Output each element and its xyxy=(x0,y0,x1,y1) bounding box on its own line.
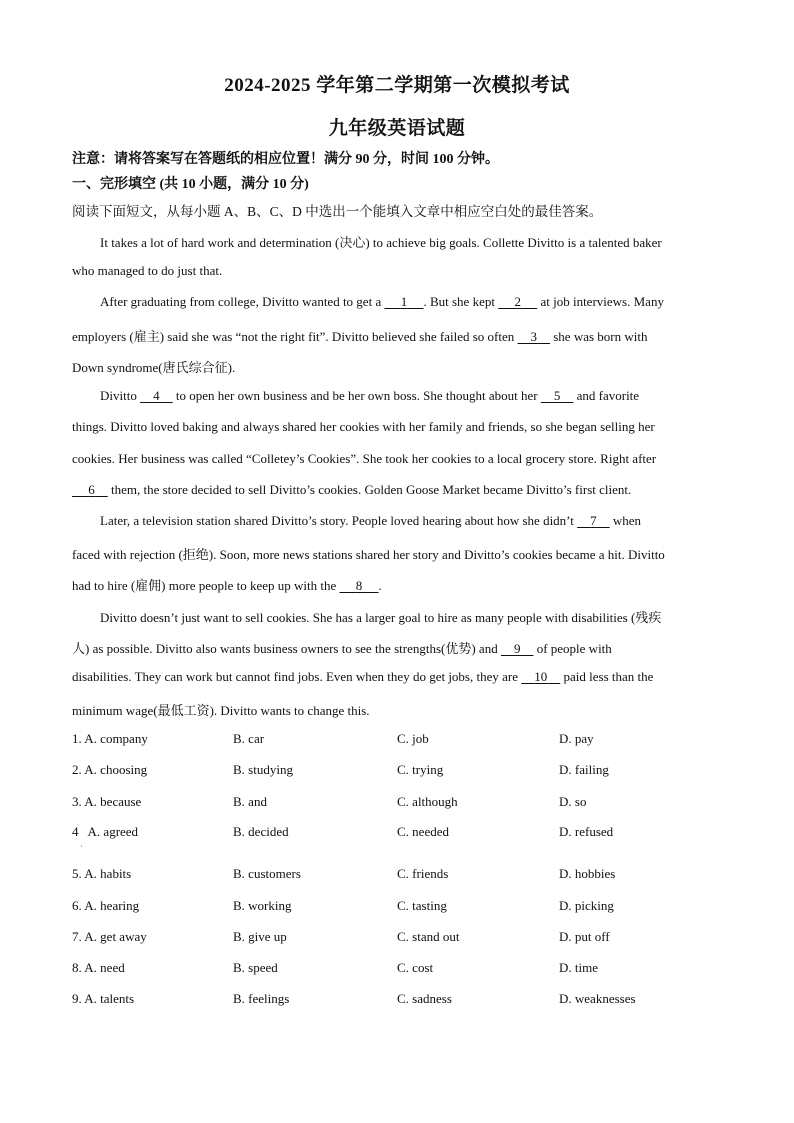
option-a[interactable]: 9. A. talents xyxy=(72,991,135,1006)
option-b[interactable]: B. working xyxy=(233,898,292,913)
passage-text: she was born with xyxy=(550,329,648,344)
blank-2[interactable]: 2 xyxy=(514,294,521,309)
passage-text: at job interviews. Many xyxy=(537,294,664,309)
passage-text: of people with xyxy=(533,641,612,656)
question-row xyxy=(72,762,724,782)
option-c[interactable]: C. job xyxy=(397,731,429,746)
passage-line: things. Divitto loved baking and always shared her cookies with her family and friends, so she began selling her xyxy=(72,419,655,434)
blank-3[interactable]: 3 xyxy=(530,329,537,344)
passage-line xyxy=(72,638,724,657)
passage-text: 人) as possible. Divitto also wants business owners to see the strengths(优势) and xyxy=(72,641,501,656)
stray-mark: · xyxy=(80,842,83,851)
passage-text: and favorite xyxy=(573,388,640,403)
blank-1[interactable]: 1 xyxy=(400,294,408,309)
question-row xyxy=(72,960,724,980)
passage-line xyxy=(100,513,724,529)
option-d[interactable]: D. pay xyxy=(559,731,594,746)
option-d[interactable]: D. so xyxy=(559,794,587,809)
passage-text: . But she kept xyxy=(423,294,499,309)
option-b[interactable]: B. studying xyxy=(233,762,293,777)
option-d[interactable]: D. hobbies xyxy=(559,866,616,881)
passage-text: when xyxy=(609,513,642,528)
option-d[interactable]: D. weaknesses xyxy=(559,991,636,1006)
passage-line xyxy=(72,669,724,685)
option-a[interactable]: 7. A. get away xyxy=(72,929,147,944)
exam-subtitle: 九年级英语试题 xyxy=(328,118,466,139)
passage-text: to open her own business and be her own boss. She thought about her xyxy=(172,388,541,403)
question-row xyxy=(72,898,724,918)
passage-text: had to hire (雇佣) more people to keep up with the xyxy=(72,578,340,593)
passage-line: Down syndrome(唐氏综合征). xyxy=(72,360,236,375)
passage-text: them, the store decided to sell Divitto’s cookies. Golden Goose Market became Divitto’s first client. xyxy=(107,482,632,497)
passage-text: After graduating from college, Divitto wanted to get a xyxy=(100,294,385,309)
option-c[interactable]: C. although xyxy=(397,794,458,809)
passage-line: minimum wage(最低工资). Divitto wants to change this. xyxy=(72,703,370,718)
passage-line xyxy=(72,482,724,498)
option-b[interactable]: B. and xyxy=(233,794,267,809)
section-heading: 一、完形填空 (共 10 小题，满分 10 分) xyxy=(72,177,309,192)
passage-line: who managed to do just that. xyxy=(72,263,223,278)
question-row xyxy=(72,824,724,844)
option-a[interactable]: 2. A. choosing xyxy=(72,762,148,777)
option-a[interactable]: 3. A. because xyxy=(72,794,142,809)
passage-text: Later, a television station shared Divitto’s story. People loved hearing about how she didn’t xyxy=(100,513,578,528)
option-b[interactable]: B. decided xyxy=(233,824,289,839)
option-b[interactable]: B. feelings xyxy=(233,991,290,1006)
option-a[interactable]: 4 A. agreed xyxy=(72,824,139,839)
option-d[interactable]: D. picking xyxy=(559,898,614,913)
passage-line xyxy=(100,388,724,404)
passage-text: . xyxy=(378,578,382,593)
option-c[interactable]: C. sadness xyxy=(397,991,452,1006)
option-d[interactable]: D. failing xyxy=(559,762,609,777)
option-b[interactable]: B. speed xyxy=(233,960,278,975)
option-d[interactable]: D. put off xyxy=(559,929,610,944)
option-a[interactable]: 8. A. need xyxy=(72,960,125,975)
option-d[interactable]: D. refused xyxy=(559,824,614,839)
question-row xyxy=(72,929,724,949)
passage-line xyxy=(100,294,724,310)
exam-title: 2024-2025 学年第二学期第一次模拟考试 xyxy=(224,75,570,96)
question-row xyxy=(72,731,724,751)
passage-line xyxy=(72,326,724,345)
blank-10[interactable]: 10 xyxy=(534,669,548,684)
option-b[interactable]: B. car xyxy=(233,731,265,746)
passage-line: It takes a lot of hard work and determination (决心) to achieve big goals. Collette Divitto is a talented baker xyxy=(100,235,662,250)
passage-line: cookies. Her business was called “Colletey’s Cookies”. She took her cookies to a local grocery store. Right after xyxy=(72,451,657,466)
blank-5[interactable]: 5 xyxy=(553,388,561,403)
question-row xyxy=(72,794,724,814)
section-instruction: 阅读下面短文，从每小题 A、B、C、D 中选出一个能填入文章中相应空白处的最佳答案。 xyxy=(72,204,603,219)
option-c[interactable]: C. trying xyxy=(397,762,444,777)
blank-4[interactable]: 4 xyxy=(153,388,160,403)
passage-line: faced with rejection (拒绝). Soon, more news stations shared her story and Divitto’s cookies became a hit. Divitto xyxy=(72,547,665,562)
option-b[interactable]: B. customers xyxy=(233,866,301,881)
option-c[interactable]: C. cost xyxy=(397,960,434,975)
option-b[interactable]: B. give up xyxy=(233,929,287,944)
passage-text: employers (雇主) said she was “not the right fit”. Divitto believed she failed so often xyxy=(72,329,518,344)
option-d[interactable]: D. time xyxy=(559,960,598,975)
option-c[interactable]: C. friends xyxy=(397,866,449,881)
blank-6[interactable]: 6 xyxy=(88,482,95,497)
question-row xyxy=(72,866,724,886)
blank-8[interactable]: 8 xyxy=(355,578,363,593)
passage-line: Divitto doesn’t just want to sell cookies. She has a larger goal to hire as many people with disabilities (残疾 xyxy=(100,610,662,625)
option-a[interactable]: 5. A. habits xyxy=(72,866,132,881)
passage-text: Divitto xyxy=(100,388,141,403)
passage-text: paid less than the xyxy=(560,669,654,684)
option-c[interactable]: C. needed xyxy=(397,824,449,839)
option-c[interactable]: C. stand out xyxy=(397,929,460,944)
passage-line xyxy=(72,575,724,594)
blank-7[interactable]: 7 xyxy=(590,513,597,528)
option-c[interactable]: C. tasting xyxy=(397,898,447,913)
option-a[interactable]: 1. A. company xyxy=(72,731,148,746)
passage-text: disabilities. They can work but cannot find jobs. Even when they do get jobs, they are xyxy=(72,669,522,684)
question-row xyxy=(72,991,724,1011)
option-a[interactable]: 6. A. hearing xyxy=(72,898,140,913)
exam-notice: 注意：请将答案写在答题纸的相应位置！满分 90 分，时间 100 分钟。 xyxy=(72,152,499,167)
blank-9[interactable]: 9 xyxy=(513,641,521,656)
